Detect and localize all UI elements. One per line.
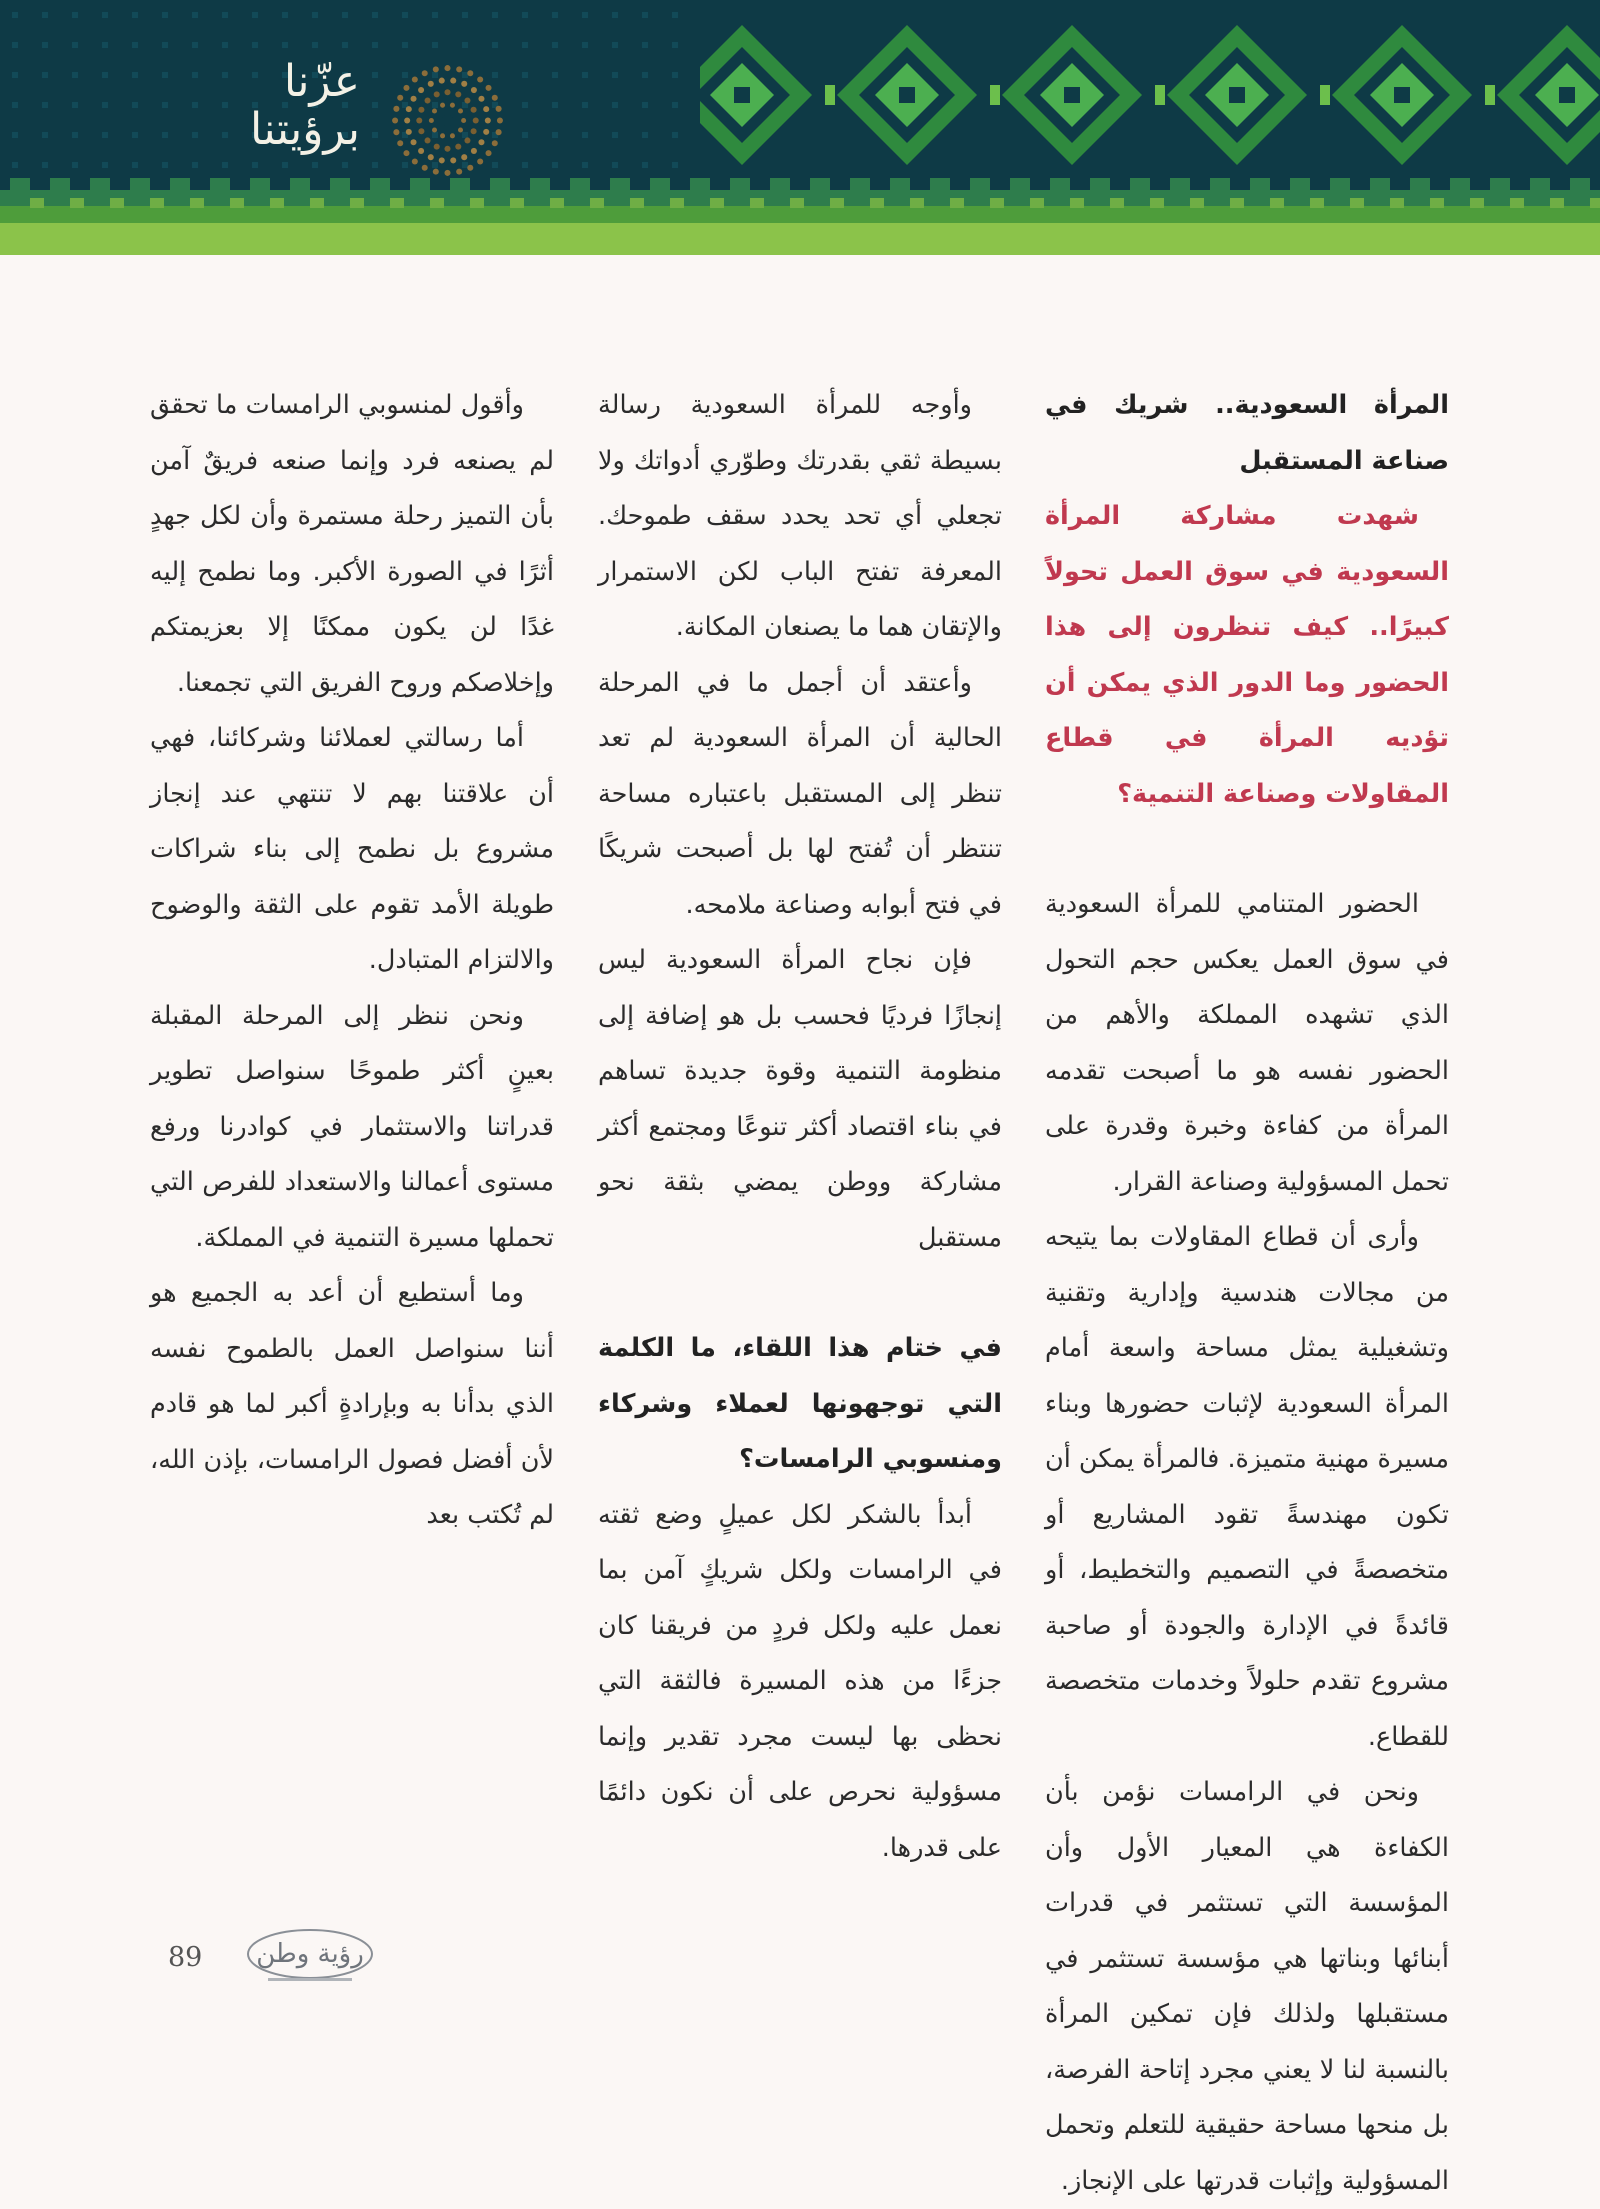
- paragraph: أبدأ بالشكر لكل عميلٍ وضع ثقته في الرامسات ولكل شريكٍ آمن بما نعمل عليه ولكل فردٍ من فريقنا كان جزءًا من هذه المسيرة فالثقة التي نحظى بها ليست مجرد تقدير وإنما مسؤولية نحرص على أن نكون دائمًا على قدرها.: [598, 1499, 1002, 1863]
- column-middle: [598, 378, 1002, 1863]
- header-banner: [0, 0, 1600, 255]
- paragraph: ونحن في الرامسات نؤمن بأن الكفاءة هي المعيار الأول وأن المؤسسة التي تستثمر في قدرات أبنائها وبناتها هي مؤسسة تستثمر في مستقبلها ولذلك فإن تمكين المرأة بالنسبة لنا لا يعني مجرد إتاحة الفرصة، بل منحها مساحة حقيقية للتعلم وتحمل المسؤولية وإثبات قدرتها على الإنجاز.: [1045, 1777, 1449, 2196]
- column-right: [1045, 378, 1449, 2196]
- slogan-line-1: عزّنا: [283, 56, 360, 107]
- question-2: في ختام هذا اللقاء، ما الكلمة التي توجهونها لعملاء وشركاء ومنسوبي الرامسات؟: [598, 1333, 1002, 1474]
- paragraph: وما أستطيع أن أعد به الجميع هو أننا سنواصل العمل بالطموح نفسه الذي بدأنا به وبإرادةٍ أكبر لما هو قادم لأن أفضل فصول الرامسات، بإذن الله، لم تُكتب بعد: [150, 1278, 554, 1530]
- paragraph: الحضور المتنامي للمرأة السعودية في سوق العمل يعكس حجم التحول الذي تشهده المملكة والأهم من الحضور نفسه هو ما أصبحت تقدمه المرأة من كفاءة وخبرة وقدرة على تحمل المسؤولية وصناعة القرار.: [1045, 889, 1449, 1197]
- paragraph: وأقول لمنسوبي الرامسات ما تحقق لم يصنعه فرد وإنما صنعه فريقٌ آمن بأن التميز رحلة مستمرة وأن لكل جهدٍ أثرًا في الصورة الأكبر. وما نطمح إليه غدًا لن يكون ممكنًا إلا بعزيمتكم وإخلاصكم وروح الفريق التي تجمعنا.: [150, 390, 554, 698]
- spacer: [1045, 822, 1449, 877]
- spacer: [598, 1266, 1002, 1321]
- rosette-emblem: [385, 58, 510, 183]
- paragraph: وأرى أن قطاع المقاولات بما يتيحه من مجالات هندسية وإدارية وتقنية وتشغيلية يمثل مساحة واسعة أمام المرأة السعودية لإثبات حضورها وبناء مسيرة مهنية متميزة. فالمرأة يمكن أن تكون مهندسةً تقود المشاريع أو متخصصةً في التصميم والتخطيط، أو قائدةً في الإدارة والجودة أو صاحبة مشروع تقدم حلولاً وخدمات متخصصة للقطاع.: [1045, 1222, 1449, 1752]
- paragraph: وأعتقد أن أجمل ما في المرحلة الحالية أن المرأة السعودية لم تعد تنظر إلى المستقبل باعتباره مساحة تنتظر أن تُفتح لها بل أصبحت شريكًا في فتح أبوابه وصناعة ملامحه.: [598, 667, 1002, 920]
- page-number: 89: [168, 1942, 203, 1973]
- magazine-logo: [240, 1920, 380, 1990]
- slogan: [160, 58, 360, 155]
- paragraph: أما رسالتي لعملائنا وشركائنا، فهي أن علاقتنا بهم لا تنتهي عند إنجاز مشروع بل نطمح إلى بناء شراكات طويلة الأمد تقوم على الثقة والوضوح والالتزام المتبادل.: [150, 723, 554, 975]
- question-1: شهدت مشاركة المرأة السعودية في سوق العمل تحولاً كبيرًا.. كيف تنظرون إلى هذا الحضور وما الدور الذي يمكن أن تؤديه المرأة في قطاع المقاولات وصناعة التنمية؟: [1045, 501, 1449, 809]
- paragraph: ونحن ننظر إلى المرحلة المقبلة بعينٍ أكثر طموحًا سنواصل تطوير قدراتنا والاستثمار في كوادرنا ورفع مستوى أعمالنا والاستعداد للفرص التي تحملها مسيرة التنمية في المملكة.: [150, 1000, 554, 1253]
- section-heading: المرأة السعودية.. شريك في صناعة المستقبل: [1045, 390, 1449, 476]
- paragraph: وأوجه للمرأة السعودية رسالة بسيطة ثقي بقدرتك وطوّري أدواتك ولا تجعلي أي تحد يحدد سقف طموحك. المعرفة تفتح الباب لكن الاستمرار والإتقان هما ما يصنعان المكانة.: [598, 390, 1002, 642]
- column-left: [150, 378, 554, 1544]
- magazine-logo-text: رؤية وطن: [256, 1939, 364, 1969]
- slogan-line-2: برؤيتنا: [250, 104, 360, 156]
- paragraph: فإن نجاح المرأة السعودية ليس إنجازًا فرديًا فحسب بل هو إضافة إلى منظومة التنمية وقوة جديدة تساهم في بناء اقتصاد أكثر تنوعًا ومجتمع أكثر مشاركة ووطن يمضي بثقة نحو مستقبل: [598, 945, 1002, 1253]
